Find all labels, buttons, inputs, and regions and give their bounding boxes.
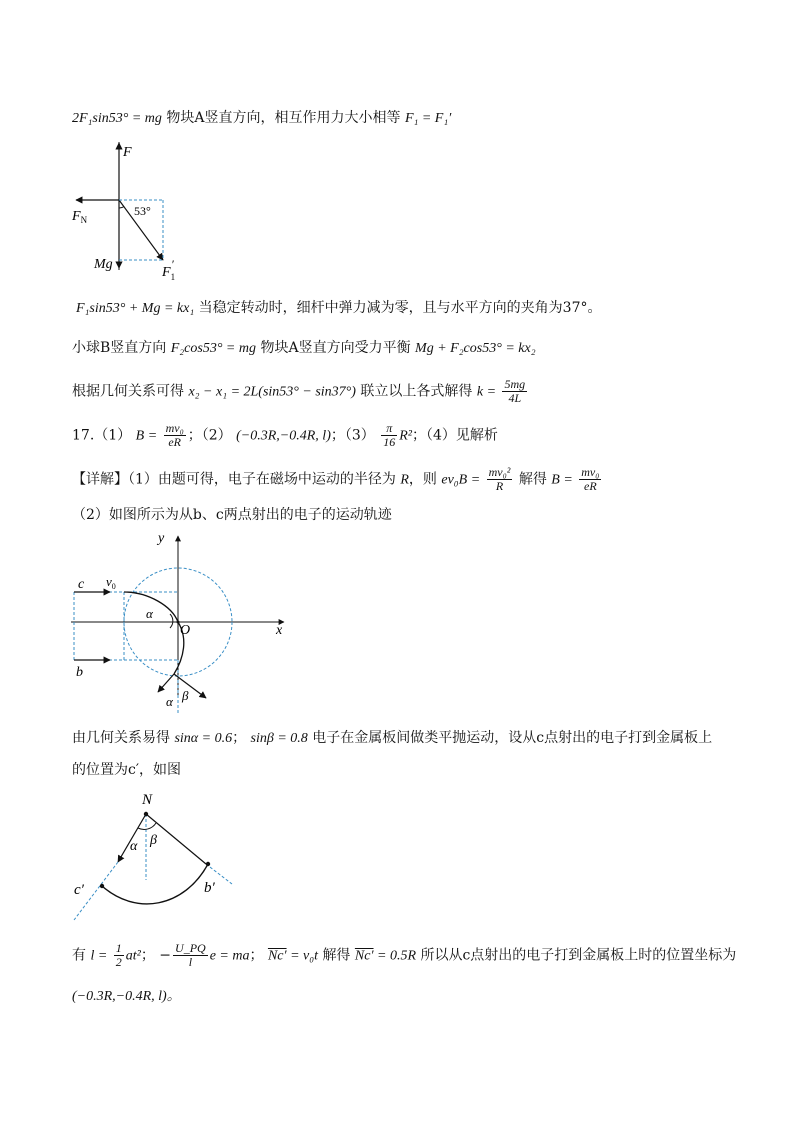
label-x: x [276,623,283,638]
question-number: 17. [72,427,95,444]
text-line-7: （2）如图所示为从b、c两点射出的电子的运动轨迹 [72,507,392,523]
fraction-upq: $\frac{U\_PQ}{l}$ [175,941,206,969]
label-b-prime: b′ [204,880,215,896]
equation-5: Mg + F₂cos53° = kx₂ [415,341,536,356]
equation-1: 2F₁sin53° = mg [72,111,162,126]
label-beta: β [150,833,157,848]
fraction-half: $\frac{1}{2}$ [115,941,122,969]
equation-7: k = [476,384,497,400]
alpha-arc [170,614,173,628]
text-line-10: 有 l = $\frac{1}{2}$ at²； − $\frac{U\_PQ}{l}$ e = ma； Nc′ = v₀t 解得 Nc′ = 0.5R 所以从c点射出的电子打到金属板上时的位置坐标为 [72,941,737,969]
label-o: O [180,623,191,638]
text-line-3 [72,338,536,359]
final-coordinate: (−0.3R,−0.4R, l)。 [72,989,181,1004]
equation-evb: ev₀B = [441,472,481,488]
text-8b: 电子在金属板间做类平抛运动，设从c点射出的电子打到金属板上 [312,730,713,746]
text-line-11 [72,986,181,1007]
text-10b: 解得 [322,947,351,964]
text-4b: 联立以上各式解得 [360,383,473,400]
sector-diagram [66,788,246,928]
label-f1-prime: $F_1'$ [162,257,176,282]
label-f: F [123,145,132,160]
text-1: 物块A竖直方向，相互作用力大小相等 [166,110,401,126]
text-line-1 [72,108,451,129]
point-b-prime [206,862,210,866]
text-10a: 有 [72,947,86,964]
trajectory-diagram [66,528,296,718]
arc-c-b [102,864,208,904]
label-mg: Mg [94,257,113,272]
label-c-prime: c′ [74,882,84,898]
equation-6: x₂ − x₁ = 2L(sin53° − sin37°) [188,384,356,400]
text-3a: 小球B竖直方向 [72,340,167,356]
text-6a: 【详解】（1）由题可得，电子在磁场中运动的半径为 [72,471,396,488]
fraction-k: $\frac{5mg}{4L}$ [504,377,526,405]
label-n: N [142,792,153,808]
text-line-5: 17.（1） B = $\frac{\text{mv₀}}{eR}$ ；（2） (−0.3R,−0.4R, l)；（3） $\frac{\pi}{16}$ R²；（4）见解析 [72,421,498,449]
segment-nc-2: Nc′ [354,948,374,964]
answer-1: B = [135,428,158,444]
text-line-9: 的位置为c′，如图 [72,762,182,778]
point-c-prime [100,884,104,888]
text-line-8: 由几何关系易得 sinα = 0.6； sinβ = 0.8 电子在金属板间做类平抛运动，设从c点射出的电子打到金属板上 [72,730,713,746]
exit-arrow-left [158,674,174,692]
text-line-2 [76,298,602,319]
fraction-pi: $\frac{\pi}{16}$ [383,421,396,449]
text-3b: 物块A竖直方向受力平衡 [260,340,411,356]
point-n [144,812,148,816]
arrow-to-c-prime [118,814,146,862]
label-alpha-1: α [146,606,153,621]
label-c: c [78,577,85,592]
label-alpha-2: α [166,694,173,709]
text-8a: 由几何关系易得 [72,730,170,746]
equation-4: F₂cos53° = mg [170,341,256,356]
segment-nc-1: Nc′ [267,948,287,964]
label-v0: $v_0$ [106,574,116,591]
exit-arrow-right [174,674,206,698]
text-2: 当稳定转动时，细杆中弹力减为零，且与水平方向的夹角为37°。 [198,300,602,316]
label-fn: $F_N$ [72,209,88,225]
label-angle: 53° [134,204,151,218]
fraction-b2: $\frac{\text{mv₀}}{eR}$ [581,465,600,493]
label-b: b [76,665,83,680]
equation-sinb: sinβ = 0.8 [250,731,308,746]
force-diagram [66,138,196,288]
equation-2: F₁ = F₁′ [404,111,452,126]
angle-arc [119,207,124,209]
text-4a: 根据几何关系可得 [72,383,184,400]
fraction-b: $\frac{\text{mv₀}}{eR}$ [165,421,184,449]
label-beta: β [182,688,189,703]
text-10c: 所以从c点射出的电子打到金属板上时的位置坐标为 [420,947,737,964]
text-line-4 [72,378,529,405]
fraction-evb: $\frac{\text{mv₀²}}{R}$ [488,465,511,493]
answer-2: (−0.3R,−0.4R, l) [236,428,331,444]
label-y: y [158,531,165,546]
equation-3: F₁sin53° + Mg = kx₁ [76,301,195,316]
text-line-6: 【详解】（1）由题可得，电子在磁场中运动的半径为 R，则 ev₀B = $\frac{\text{mv₀²}}{R}$ 解得 B = $\frac{\text{mv₀}}{eR}$ [72,465,600,493]
label-alpha: α [130,839,138,854]
equation-sina: sinα = 0.6 [174,731,233,746]
